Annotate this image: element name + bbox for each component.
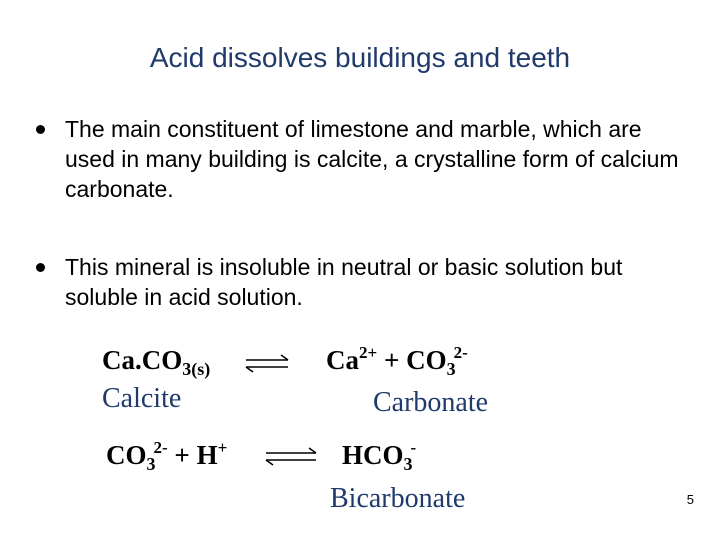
bullet-item (36, 252, 686, 312)
bullet-dot-icon (36, 263, 45, 272)
eq1-reactant-sub: 3(s) (182, 359, 211, 379)
bicarbonate-charge: - (410, 438, 417, 457)
bicarbonate-label: Bicarbonate (330, 483, 466, 514)
page-number: 5 (686, 492, 694, 507)
slide-title: Acid dissolves buildings and teeth (149, 42, 571, 73)
calcium-charge: 2+ (359, 343, 378, 362)
hydrogen-charge: + (217, 438, 228, 457)
eq1-products (326, 343, 468, 379)
bullet-dot-icon (36, 125, 45, 134)
bicarbonate-sub: 3 (403, 454, 413, 474)
carbonate-charge: 2- (453, 343, 468, 362)
eq1-reactant-formula: Ca.CO (102, 345, 183, 375)
bullet-item (36, 114, 686, 204)
calcium-ion: Ca (326, 345, 359, 375)
eq1-reactant (102, 345, 211, 379)
eq2-product (342, 438, 417, 474)
bullet-text: The main constituent of limestone and marble, which are used in many building is calcite, a crystalline form of calcium carbonate. (65, 116, 679, 202)
calcite-label: Calcite (102, 383, 182, 414)
carbonate-sub: 3 (146, 454, 156, 474)
carbonate-label: Carbonate (373, 387, 489, 418)
carbonate-sub: 3 (446, 359, 456, 379)
carbonate-ion: CO (106, 440, 147, 470)
hydrogen-ion: H (196, 440, 218, 470)
plus-sign: + (383, 345, 400, 375)
equilibrium-arrow-icon (264, 447, 320, 467)
equilibrium-arrow-icon (244, 354, 292, 374)
bicarbonate-ion: HCO (342, 440, 404, 470)
carbonate-charge: 2- (153, 438, 168, 457)
bullet-text: This mineral is insoluble in neutral or basic solution but soluble in acid solution. (65, 254, 623, 310)
carbonate-ion: CO (406, 345, 447, 375)
eq2-reactants (106, 438, 228, 474)
plus-sign: + (174, 440, 190, 470)
